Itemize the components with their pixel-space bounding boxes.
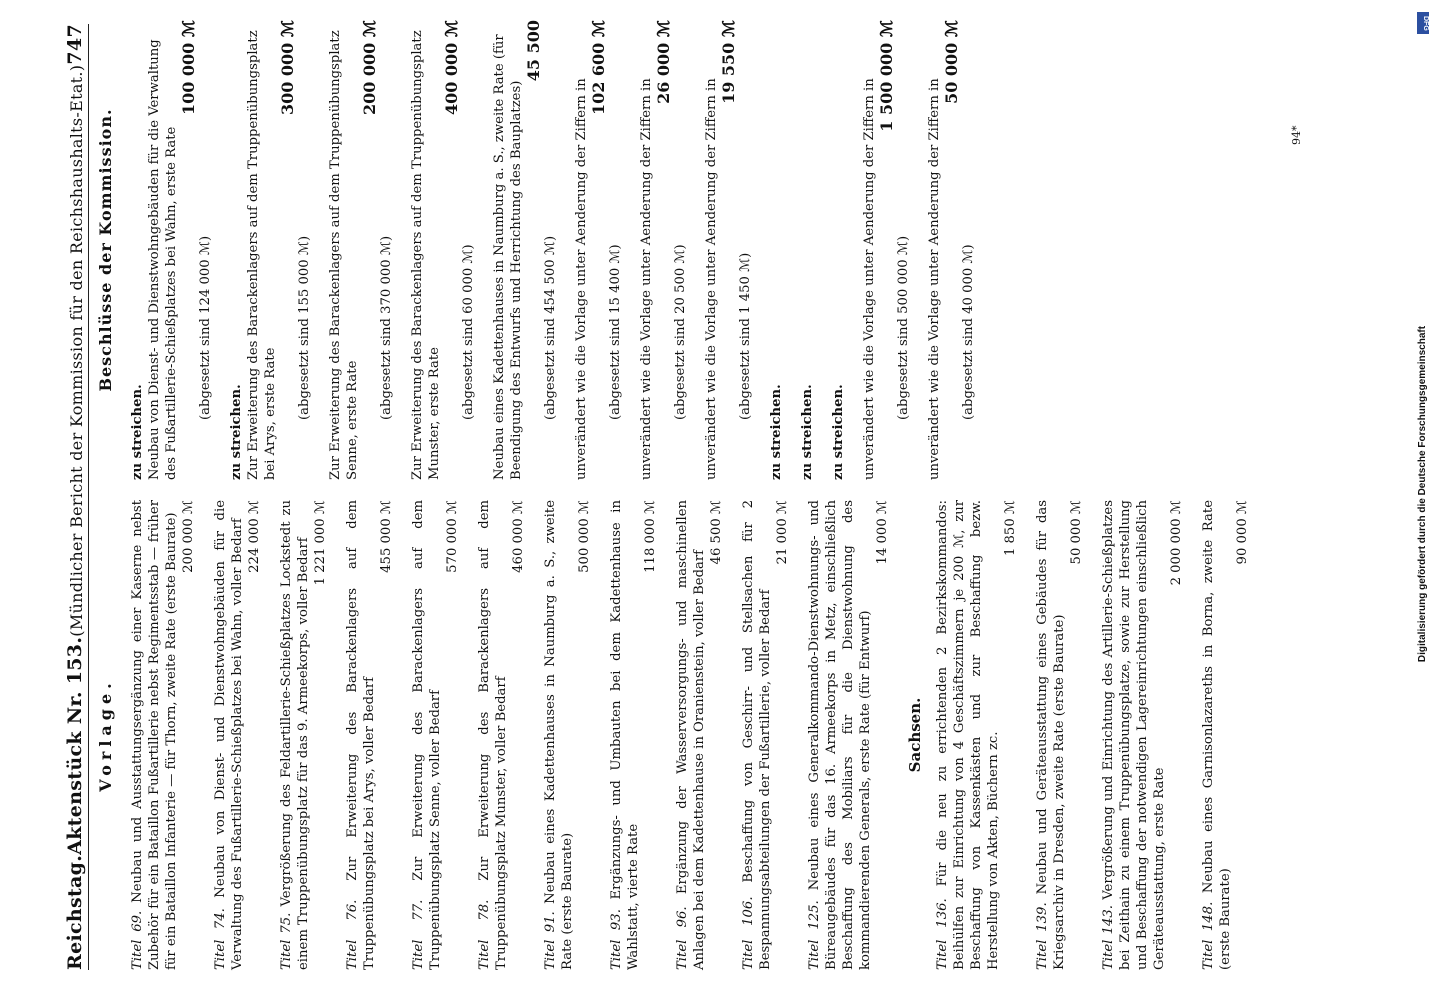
beschluss-text: unverändert wie die Vorlage unter Aenderung der Ziffern in [639, 78, 654, 480]
beschluss-item [491, 20, 559, 480]
entry-amount: 455 000 ℳ [379, 500, 394, 573]
entry-text: Vergrößerung des Feldartillerie-Schießplatzes Lockstedt zu einem Truppenübungsplatz für das 9. Armeekorps, voller Bedarf [279, 500, 311, 970]
beschluss-strike: zu streichen. [800, 384, 815, 480]
entry-amount: 46 500 ℳ [709, 500, 724, 565]
beschluss-amount: 1 500 000 ℳ [877, 20, 896, 132]
beschluss-amount: 19 550 ℳ [719, 20, 738, 104]
beschluss-text: Neubau eines Kadettenhauses in Naumburg a. S., zweite Rate (für Beendigung des Entwurfs und Herrichtung des Bauplatzes) [492, 34, 524, 480]
beschluss-note: (abgesetzt sind 124 000 ℳ) [198, 235, 213, 420]
beschluss-item [409, 20, 477, 480]
entry-title: Titel 78. [477, 899, 492, 970]
vorlage-column [96, 500, 1266, 970]
beschluss-amount: 300 000 ℳ [278, 20, 297, 116]
entry-amount: 1 850 ℳ [1003, 500, 1018, 557]
beschluss-amount: 50 000 ℳ [942, 20, 961, 104]
beschluss-item [228, 20, 313, 480]
beschluss-text: unverändert wie die Vorlage unter Aenderung der Ziffern in [862, 78, 877, 480]
section-sachsen: Sachsen. [906, 697, 924, 773]
entry-text: Ergänzung der Wasserversorgungs- und maschinellen Anlagen bei dem Kadettenhause in Oranienstein, voller Bedarf [675, 500, 707, 970]
vorlage-entry [1200, 500, 1251, 970]
beschluss-text: unverändert wie die Vorlage unter Aenderung der Ziffern in [927, 78, 942, 480]
header-left: Reichstag. [64, 854, 86, 970]
entry-text: Ergänzungs- und Umbauten bei dem Kadettenhause in Wahlstatt, vierte Rate [609, 500, 641, 970]
entry-text: Neubau eines Generalkommando-Dienstwohnungs- und Büreaugebäudes für das 16. Armeekorps in Metz, einschließlich Beschaffung des Mobiliars für die Dienstwohnung des kommandierenden Generals, erste Rate (für Entwurf) [807, 499, 873, 970]
beschluss-item [327, 20, 395, 480]
beschluss-item [573, 20, 624, 480]
entry-title: Titel 125. [807, 900, 822, 970]
entry-text: Neubau eines Garnisonlazareths in Borna, zweite Rate (erste Baurate) [1201, 500, 1233, 970]
entry-title: Titel 75. [279, 912, 294, 970]
beschluss-text: Zur Erweiterung des Barackenlagers auf dem Truppenübungsplatz Senne, erste Rate [328, 30, 360, 480]
entry-title: Titel 148. [1201, 901, 1216, 970]
beschluss-note: (abgesetzt sind 155 000 ℳ) [297, 235, 312, 420]
entry-amount: 21 000 ℳ [775, 500, 790, 565]
beschluss-note: (abgesetzt sind 60 000 ℳ) [461, 244, 476, 420]
footer-mark: 94* [1290, 125, 1303, 145]
entry-title: Titel 76. [345, 899, 360, 970]
beschluss-item [926, 20, 977, 480]
entry-amount: 118 000 ℳ [643, 500, 658, 573]
beschluss-note: (abgesetzt sind 20 500 ℳ) [673, 244, 688, 420]
vorlage-entry [476, 500, 527, 970]
entry-amount: 90 000 ℳ [1235, 500, 1250, 565]
beschluss-item [129, 20, 214, 480]
vorlage-entry [410, 500, 461, 970]
vorlage-entry [1034, 500, 1085, 970]
vorlage-entry [129, 500, 197, 970]
beschluss-amount: 45 500 [524, 20, 543, 82]
entry-title: Titel 93. [609, 909, 624, 970]
beschluss-text: unverändert wie die Vorlage unter Aenderung der Ziffern in [574, 78, 589, 480]
vorlage-entry [674, 500, 725, 970]
beschluss-note: (abgesetzt sind 40 000 ℳ) [961, 244, 976, 420]
entry-amount: 500 000 ℳ [577, 500, 592, 573]
beschluss-amount: 26 000 ℳ [654, 20, 673, 104]
entry-text: Neubau und Ausstattungsergänzung einer Kaserne nebst Zubehör für ein Bataillon Fußartillerie nebst Regimentsstab — früher für ein Bataillon Infanterie — für Thorn, zweite Rate (erste Baurate) [130, 499, 179, 970]
vorlage-entry [608, 500, 659, 970]
entry-amount: 200 000 ℳ [181, 500, 196, 573]
entry-title: Titel 106. [741, 896, 756, 970]
vorlage-heading: Vorlage. [96, 678, 115, 792]
entry-title: Titel 96. [675, 906, 690, 970]
beschluss-note: (abgesetzt sind 500 000 ℳ) [896, 235, 911, 420]
entry-title: Titel 69. [130, 910, 145, 970]
entry-title: Titel 139. [1035, 902, 1050, 970]
page-header [52, 24, 89, 970]
vorlage-entry [934, 500, 1019, 970]
beschluesse-heading: Beschlüsse der Kommission. [96, 108, 115, 392]
entry-text: Neubau von Dienst- und Dienstwohngebäuden für die Verwaltung des Fußartillerie-Schießplatzes bei Wahn, voller Bedarf [213, 500, 245, 970]
entry-title: Titel 77. [411, 899, 426, 970]
vorlage-entry [740, 500, 791, 970]
entry-title: Titel 136. [935, 898, 950, 970]
beschluss-strike: zu streichen. [831, 384, 846, 480]
beschluss-strike: zu streichen. [769, 384, 784, 480]
beschluss-note: (abgesetzt sind 370 000 ℳ) [379, 235, 394, 420]
entry-amount: 224 000 ℳ [247, 500, 262, 573]
beschluss-text: Zur Erweiterung des Barackenlagers auf dem Truppenübungsplatz Munster, erste Rate [410, 30, 442, 480]
beschluss-amount: 200 000 ℳ [360, 20, 379, 116]
entry-text: Zur Erweiterung des Barackenlagers auf dem Truppenübungsplatz Munster, voller Bedarf [477, 500, 509, 970]
vorlage-entry [212, 500, 263, 970]
beschluss-item [799, 20, 816, 480]
entry-amount: 50 000 ℳ [1069, 500, 1084, 565]
entry-text: Neubau und Geräteausstattung eines Gebäudes für das Kriegsarchiv in Dresden, zweite Rate (erste Baurate) [1035, 499, 1067, 970]
entry-amount: 460 000 ℳ [511, 500, 526, 573]
entry-amount: 2 000 000 ℳ [1169, 500, 1184, 586]
beschluss-item [861, 20, 912, 480]
beschluss-text: unverändert wie die Vorlage unter Aenderung der Ziffern in [704, 78, 719, 480]
beschluss-amount: 400 000 ℳ [442, 20, 461, 116]
entry-amount: 1 221 000 ℳ [313, 500, 328, 586]
entry-text: Zur Erweiterung des Barackenlagers auf dem Truppenübungsplatz bei Arys, voller Bedarf [345, 500, 377, 970]
beschluss-text: Neubau von Dienst- und Dienstwohngebäuden für die Verwaltung des Fußartillerie-Schießplatzes bei Wahn, erste Rate [147, 39, 179, 480]
entry-text: Für die neu zu errichtenden 2 Bezirkskommandos: Beihülfen zur Einrichtung von 4 Geschäftszimmern je 200 ℳ, zur Beschaffung von Kassenkästen und zur Beschaffung bezw. Herstellung von Akten, Büchern zc. [935, 500, 1001, 970]
header-title: (Mündlicher Bericht der Kommission für den Reichshaushalts-Etat.) [67, 64, 86, 637]
beschluss-item [830, 20, 847, 480]
page-number: 747 [64, 24, 86, 65]
vorlage-entry [344, 500, 395, 970]
entry-title: Titel 74. [213, 908, 228, 970]
beschluss-item [768, 20, 785, 480]
beschluss-strike: zu streichen. [130, 384, 145, 480]
beschluss-amount: 100 000 ℳ [179, 20, 198, 116]
vorlage-entry [806, 500, 891, 970]
dfg-logo-icon: DFG [1417, 12, 1429, 34]
entry-title: Titel 143. [1101, 905, 1116, 970]
beschluss-note: (abgesetzt sind 1 450 ℳ) [738, 252, 753, 420]
vorlage-entry [542, 500, 593, 970]
vorlage-entry [278, 500, 329, 970]
entry-text: Beschaffung von Geschirr- und Stellsachen für 2 Bespannungsabteilungen der Fußartillerie, voller Bedarf [741, 500, 773, 970]
entry-amount: 570 000 ℳ [445, 500, 460, 573]
beschluss-note: (abgesetzt sind 15 400 ℳ) [608, 244, 623, 420]
header-aktenstueck: Aktenstück Nr. 153. [64, 636, 86, 855]
entry-text: Neubau eines Kadettenhauses in Naumburg a. S., zweite Rate (erste Baurate) [543, 499, 575, 970]
entry-title: Titel 91. [543, 911, 558, 970]
beschluss-amount: 102 600 ℳ [589, 20, 608, 116]
beschluss-item [703, 20, 754, 480]
beschluesse-column [96, 20, 991, 480]
beschluss-item [638, 20, 689, 480]
beschluss-note: (abgesetzt sind 454 500 ℳ) [543, 235, 558, 420]
vorlage-entry [1100, 500, 1185, 970]
beschluss-strike: zu streichen. [229, 384, 244, 480]
dfg-sidebar [1415, 6, 1431, 998]
entry-text: Vergrößerung und Einrichtung des Artillerie-Schießplatzes bei Zeithain zu einem Truppenübungsplatze, sowie zur Herstellung und Beschaffung der notwendigen Lagereinrichtungen einschließlich Geräteausstattung, erste Rate [1101, 500, 1167, 970]
beschluss-text: Zur Erweiterung des Barackenlagers auf dem Truppenübungsplatz bei Arys, erste Rate [246, 30, 278, 480]
entry-amount: 14 000 ℳ [875, 500, 890, 565]
dfg-credit: Digitalisierung gefördert durch die Deutsche Forschungsgemeinschaft [1417, 325, 1428, 663]
entry-text: Zur Erweiterung des Barackenlagers auf dem Truppenübungsplatz Senne, voller Bedarf [411, 500, 443, 970]
